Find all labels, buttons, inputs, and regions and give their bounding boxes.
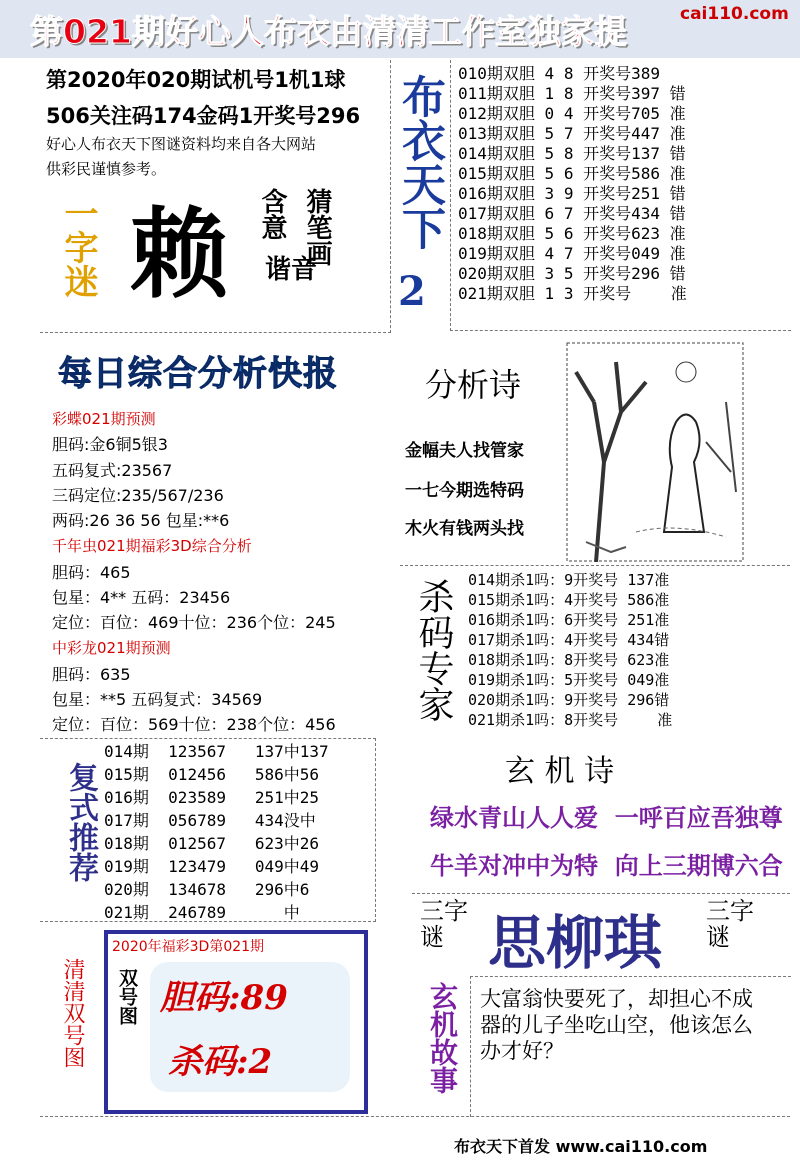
riddle-hint-1: 谐音 bbox=[265, 255, 318, 285]
brand-vertical: 布衣天下 bbox=[394, 74, 445, 250]
poem-title: 分析诗 bbox=[425, 366, 522, 404]
fushi-row: 015期 012456 586中56 bbox=[104, 765, 320, 784]
caidie-line-3: 三码定位:235/567/236 bbox=[52, 486, 224, 505]
sanzimi-left: 三字谜 bbox=[420, 897, 468, 951]
qiannian-line-1: 胆码：465 bbox=[52, 563, 131, 582]
kill-row: 020期杀1吗：9开奖号 296错 bbox=[468, 691, 670, 709]
caidie-line-2: 五码复式:23567 bbox=[52, 461, 173, 480]
footer-text[interactable]: 布衣天下首发 www.cai110.com bbox=[454, 1137, 708, 1156]
poem-line-3: 木火有钱两头找 bbox=[405, 519, 524, 539]
trial-note-2: 供彩民谨慎参考。 bbox=[46, 160, 167, 178]
qiannian-title: 千年虫021期福彩3D综合分析 bbox=[52, 537, 252, 555]
history-row: 011期双胆 1 8 开奖号397 错 bbox=[458, 84, 686, 103]
fushi-row: 020期 134678 296中6 bbox=[104, 880, 310, 899]
kill-row: 015期杀1吗：4开奖号 586准 bbox=[468, 591, 670, 609]
qiannian-line-2: 包星：4** 五码：23456 bbox=[52, 588, 231, 607]
zhongcai-line-1: 胆码：635 bbox=[52, 665, 131, 684]
fushi-row: 018期 012567 623中26 bbox=[104, 834, 320, 853]
kill-row: 019期杀1吗：5开奖号 049准 bbox=[468, 671, 670, 689]
site-logo[interactable]: cai110.com bbox=[680, 4, 789, 24]
zhongcai-line-2: 包星：**5 五码复式：34569 bbox=[52, 690, 263, 709]
history-row: 010期双胆 4 8 开奖号389 bbox=[458, 64, 661, 83]
zhongcai-line-3: 定位：百位：569十位：238个位：456 bbox=[52, 715, 336, 734]
shuanghao-dan: 胆码:89 bbox=[160, 978, 288, 1018]
history-row: 013期双胆 5 7 开奖号447 准 bbox=[458, 124, 686, 143]
history-table bbox=[458, 64, 788, 304]
caidie-title: 彩蝶021期预测 bbox=[52, 410, 156, 428]
fushi-row: 014期 123567 137中137 bbox=[104, 742, 329, 761]
fushi-row: 021期 246789 中 bbox=[104, 903, 300, 922]
daily-banner: 每日综合分析快报 bbox=[58, 354, 338, 394]
kill-row: 021期杀1吗：8开奖号 准 bbox=[468, 711, 673, 729]
history-row: 019期双胆 4 7 开奖号049 准 bbox=[458, 244, 686, 263]
sanzimi-answer: 思柳琪 bbox=[488, 909, 663, 977]
bottom-rule bbox=[40, 1116, 790, 1117]
shuanghao-sha: 杀码:2 bbox=[168, 1042, 273, 1082]
fushi-row: 019期 123479 049中49 bbox=[104, 857, 320, 876]
poem-line-1: 金幅夫人找管家 bbox=[405, 441, 524, 461]
page-title: 第021期好心人布衣由清清工作室独家提 bbox=[30, 12, 627, 51]
kill-row: 017期杀1吗：4开奖号 434错 bbox=[468, 631, 670, 649]
xuanji-line-1: 绿水青山人人爱 一呼百应吾独尊 bbox=[430, 803, 783, 832]
riddle-main-char: 赖 bbox=[130, 197, 229, 312]
kill-table bbox=[468, 570, 788, 730]
kill-row: 016期杀1吗：6开奖号 251准 bbox=[468, 611, 670, 629]
caidie-line-1: 胆码:金6铜5银3 bbox=[52, 435, 168, 454]
shuanghao-title: 2020年福彩3D第021期 bbox=[112, 939, 265, 955]
history-row: 015期双胆 5 6 开奖号586 准 bbox=[458, 164, 686, 183]
shuanghao-side-label: 清清双号图 bbox=[60, 958, 85, 1068]
xuanji-line-2: 牛羊对冲中为特 向上三期博六合 bbox=[430, 851, 783, 880]
fushi-row: 016期 023589 251中25 bbox=[104, 788, 320, 807]
kill-row: 014期杀1吗：9开奖号 137准 bbox=[468, 571, 670, 589]
fushi-table bbox=[104, 740, 374, 924]
story-label: 玄机故事 bbox=[426, 982, 459, 1094]
riddle-hint-3: 猜笔画 bbox=[302, 188, 332, 266]
brand-number: 2 bbox=[398, 268, 426, 315]
shuanghao-vertical: 双号图 bbox=[116, 968, 138, 1025]
history-row: 012期双胆 0 4 开奖号705 准 bbox=[458, 104, 686, 123]
story-text: 大富翁快要死了，却担心不成器的儿子坐吃山空，他该怎么办才好？ bbox=[480, 987, 753, 1063]
caidie-line-4: 两码:26 36 56 包星:**6 bbox=[52, 511, 230, 530]
history-row: 016期双胆 3 9 开奖号251 错 bbox=[458, 184, 686, 203]
fushi-title: 复式推荐 bbox=[63, 762, 98, 882]
history-row: 014期双胆 5 8 开奖号137 错 bbox=[458, 144, 686, 163]
trial-note-1: 好心人布衣天下图谜资料均来自各大网站 bbox=[46, 135, 317, 153]
xuanji-title: 玄 机 诗 bbox=[505, 754, 615, 789]
sanzimi-right: 三字谜 bbox=[706, 897, 754, 951]
history-row: 020期双胆 3 5 开奖号296 错 bbox=[458, 264, 686, 283]
fushi-row: 017期 056789 434没中 bbox=[104, 811, 316, 830]
scholar-illustration bbox=[566, 342, 744, 562]
zhongcai-title: 中彩龙021期预测 bbox=[52, 639, 171, 657]
riddle-hint-2: 含意 bbox=[257, 188, 287, 240]
kill-title: 杀码专家 bbox=[413, 578, 454, 722]
qiannian-line-3: 定位：百位：469十位：236个位：245 bbox=[52, 613, 336, 632]
history-row: 017期双胆 6 7 开奖号434 错 bbox=[458, 204, 686, 223]
riddle-side-label: 一字迷 bbox=[58, 196, 98, 298]
trial-line-1: 第2020年020期试机号1机1球 bbox=[46, 68, 346, 92]
history-row: 021期双胆 1 3 开奖号 准 bbox=[458, 284, 687, 303]
poem-line-2: 一七今期选特码 bbox=[405, 481, 524, 501]
kill-row: 018期杀1吗：8开奖号 623准 bbox=[468, 651, 670, 669]
trial-line-2: 506关注码174金码1开奖号296 bbox=[46, 104, 361, 128]
history-row: 018期双胆 5 6 开奖号623 准 bbox=[458, 224, 686, 243]
